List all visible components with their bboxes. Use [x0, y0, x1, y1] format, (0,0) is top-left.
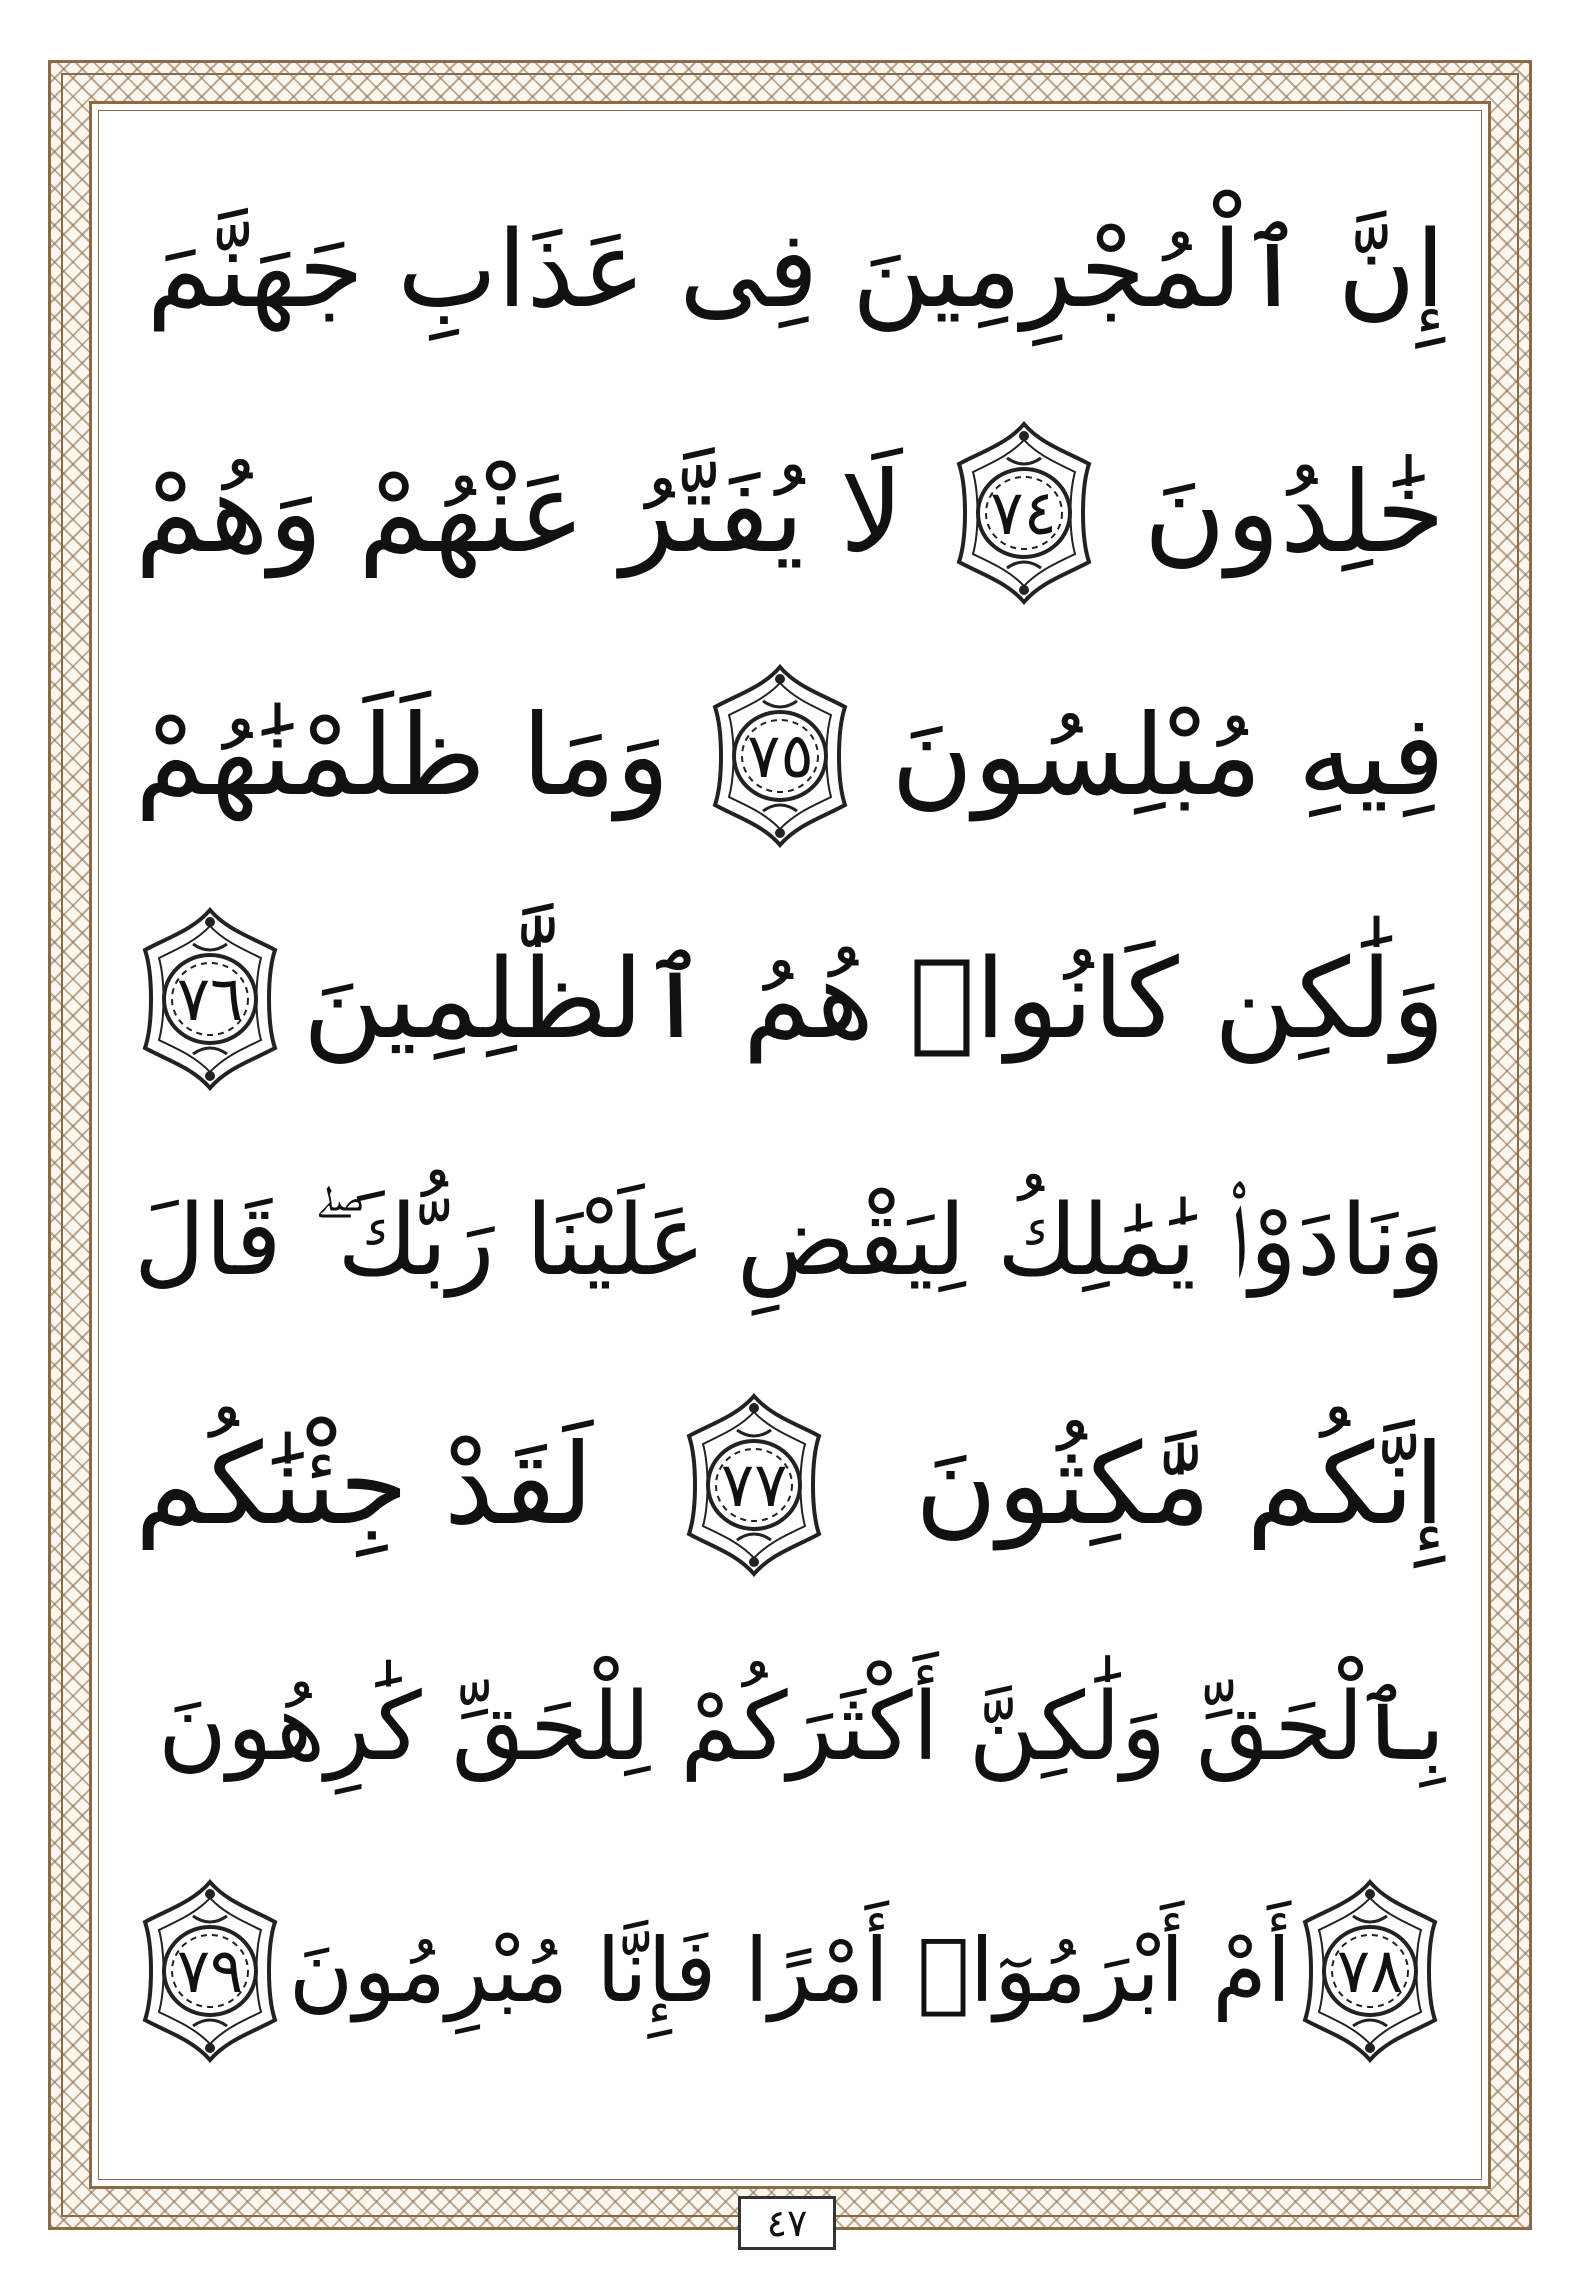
- ayah-marker: [679, 1390, 829, 1580]
- ayah-marker: [135, 1876, 285, 2066]
- text-line: [135, 393, 1445, 633]
- quran-page-text: [90, 150, 1490, 2100]
- ayah-number: ٧٨: [1336, 1934, 1404, 2007]
- text-line: [135, 1365, 1445, 1605]
- verse-text: خَٰلِدُونَ: [1143, 447, 1445, 578]
- verse-text: وَنَادَوْا۟ يَٰمَٰلِكُ لِيَقْضِ عَلَيْنَا رَبُّكَ ۖ قَالَ: [133, 1184, 1445, 1299]
- verse-text: بِٱلْحَقِّ وَلَٰكِنَّ أَكْثَرَكُمْ لِلْحَقِّ كَٰرِهُونَ: [158, 1672, 1445, 1782]
- verse-text: إِنَّ ٱلْمُجْرِمِينَ فِى عَذَابِ جَهَنَّمَ: [146, 208, 1445, 332]
- verse-text: لَقَدْ جِئْنَٰكُم: [135, 1419, 594, 1550]
- page-number: ٤٧: [738, 2196, 836, 2250]
- verse-text: وَمَا ظَلَمْنَٰهُمْ: [135, 690, 670, 821]
- ayah-number: ٧٩: [176, 1934, 244, 2007]
- text-line: [135, 636, 1445, 876]
- text-line: [135, 1851, 1445, 2091]
- verse-text: أَمْ أَبْرَمُوٓا۟ أَمْرًا فَإِنَّا مُبْرِمُونَ: [288, 1919, 1292, 2023]
- ayah-marker: [1295, 1876, 1445, 2066]
- text-line: [135, 1122, 1445, 1362]
- verse-text: إِنَّكُم مَّٰكِثُونَ: [914, 1419, 1445, 1550]
- verse-text: لَا يُفَتَّرُ عَنْهُمْ وَهُمْ: [135, 447, 904, 578]
- verse-text: فِيهِ مُبْلِسُونَ: [891, 690, 1445, 821]
- ayah-marker: [949, 418, 1099, 608]
- text-line: [135, 150, 1445, 390]
- verse-text: وَلَٰكِن كَانُوا۟ هُمُ ٱلظَّٰلِمِينَ: [302, 935, 1445, 1063]
- text-line: [135, 879, 1445, 1119]
- ayah-number: ٧٧: [720, 1448, 788, 1521]
- text-line: [135, 1608, 1445, 1848]
- ayah-number: ٧٦: [176, 962, 244, 1035]
- ayah-number: ٧٤: [990, 476, 1057, 549]
- ayah-number: ٧٥: [747, 719, 814, 792]
- ayah-marker: [705, 661, 855, 851]
- ayah-marker: [135, 904, 285, 1094]
